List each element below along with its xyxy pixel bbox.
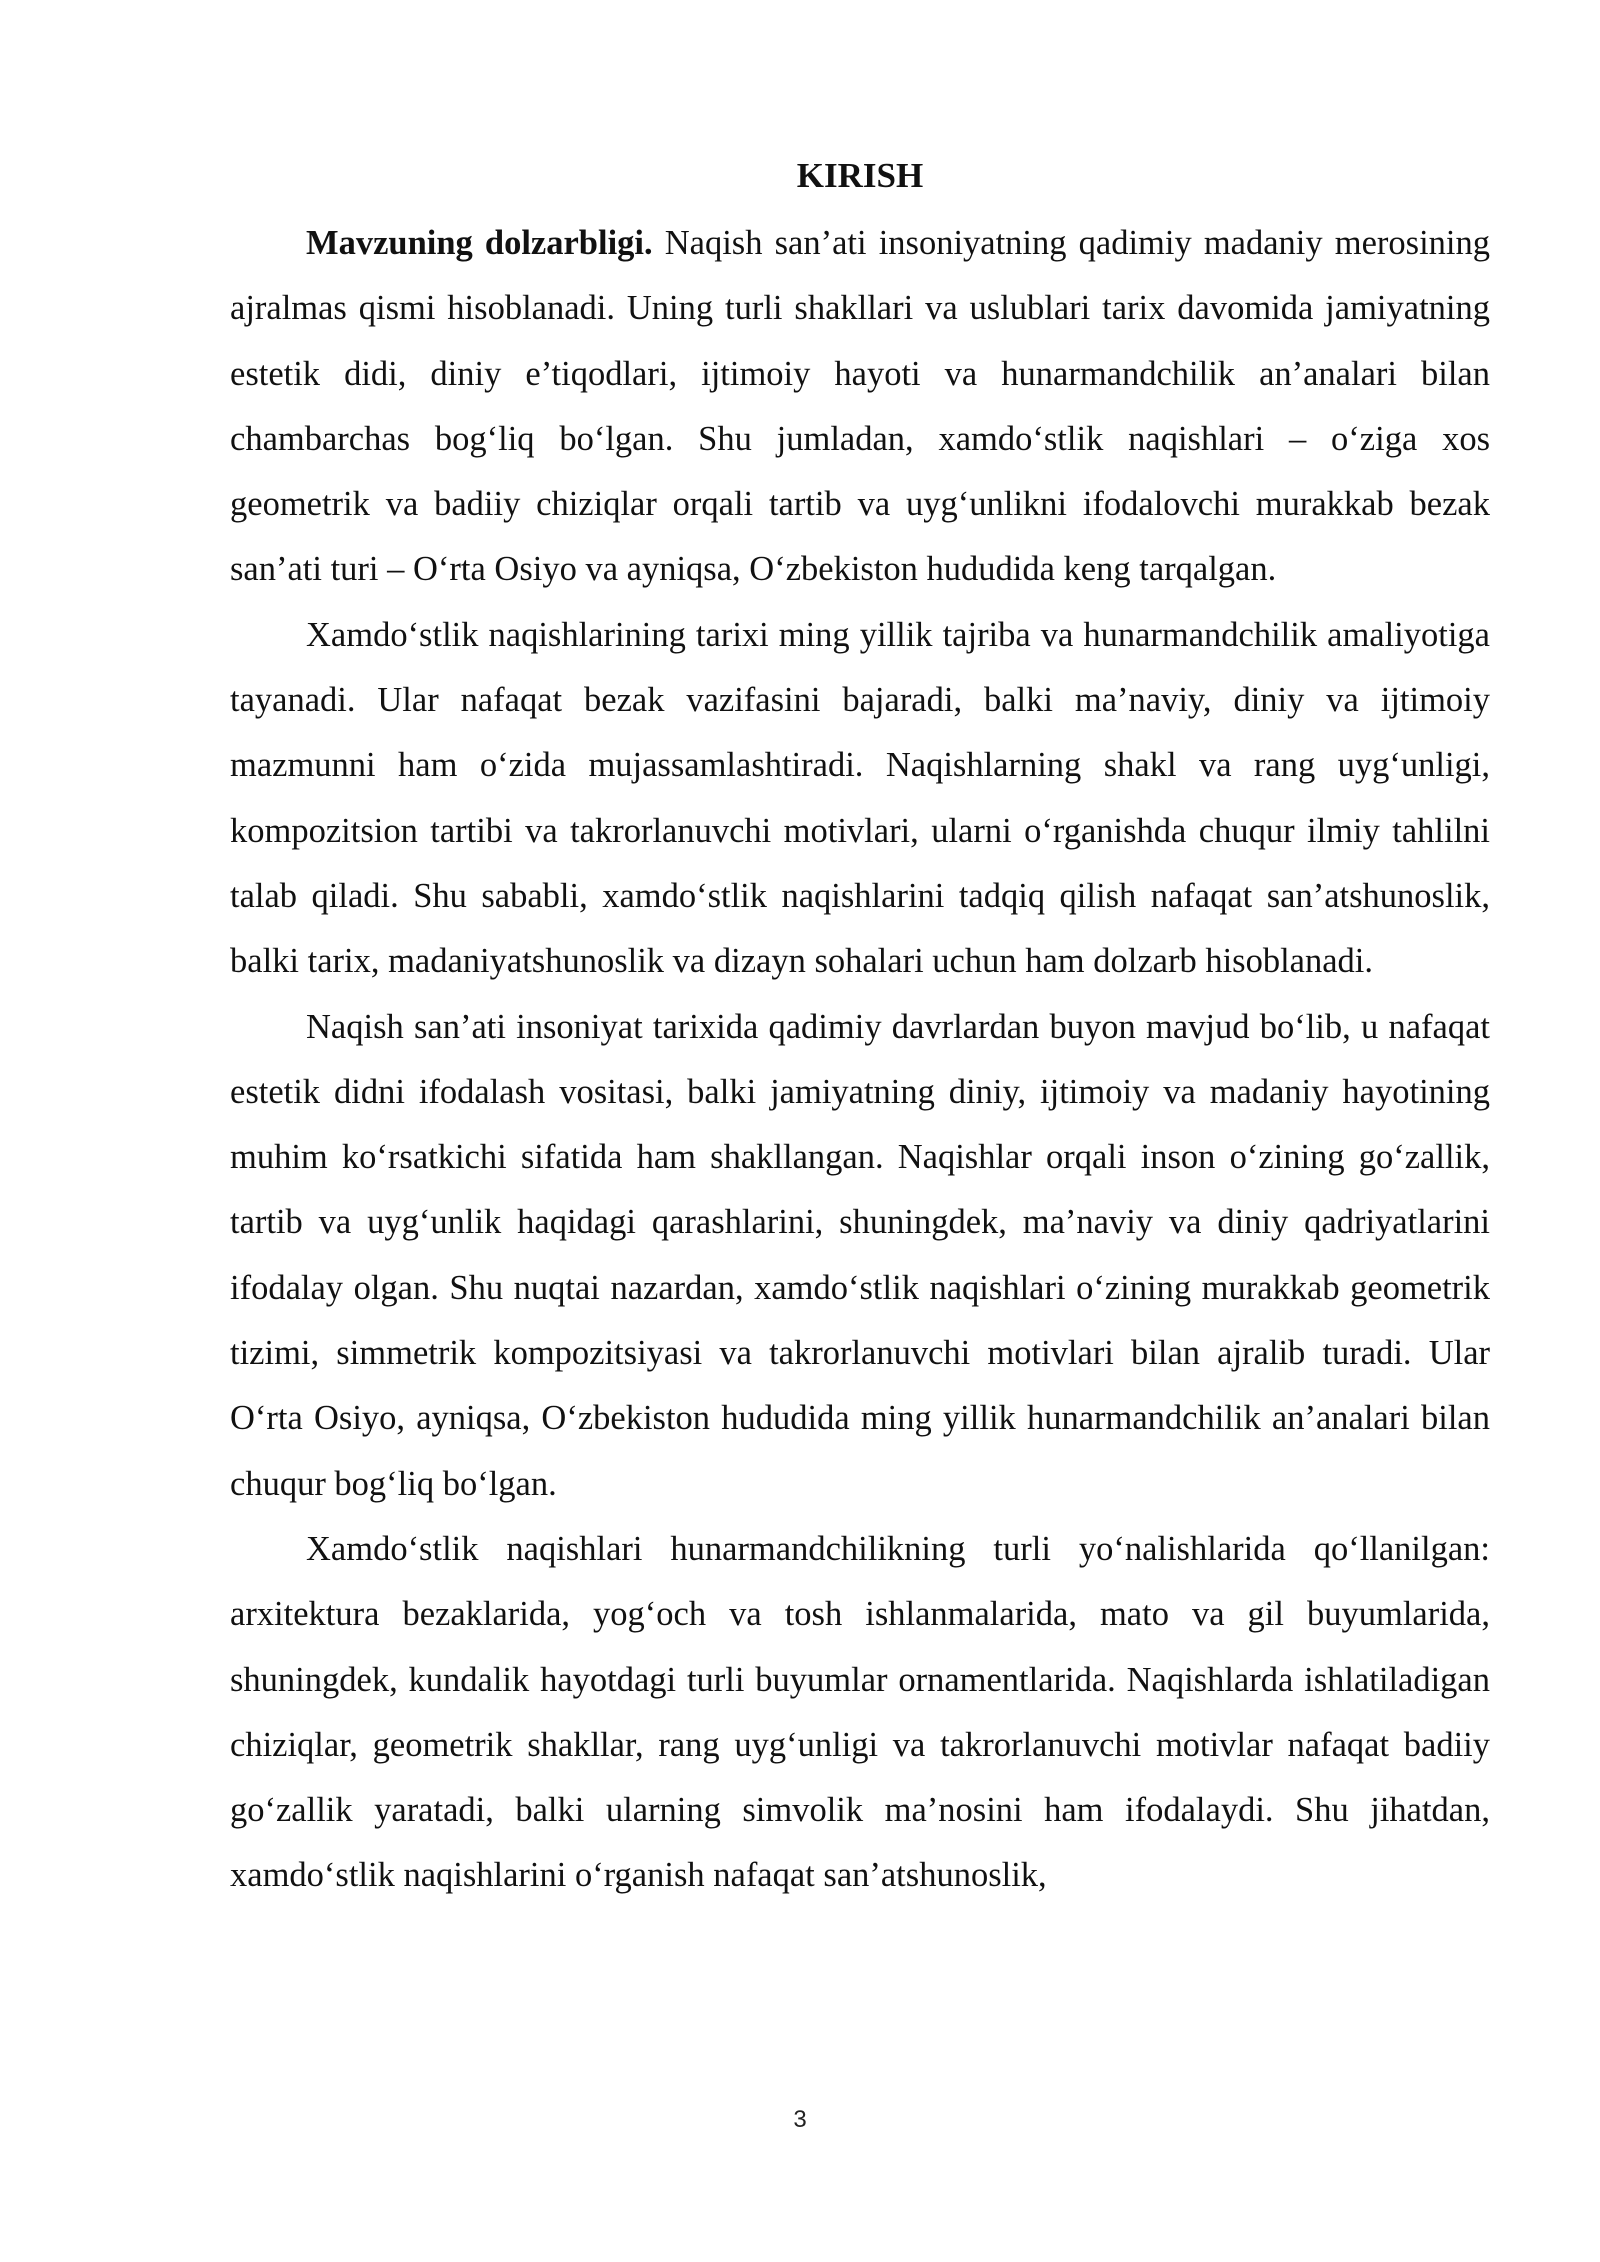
paragraph-applications: Xamdo‘stlik naqishlari hunarmandchilikning turli yo‘nalishlarida qo‘llanilgan: arxitektura bezaklarida, yog‘och va tosh ishlanmalarida, mato va gil buyumlarida, shuningdek, kundalik hayotdagi turli buyumlar ornamentlarida. Naqishlarda ishlatiladigan chiziqlar, geometrik shakllar, rang uyg‘unligi va takrorlanuvchi motivlar nafaqat badiiy go‘zallik yaratadi, balki ularning simvolik ma’nosini ham ifodalaydi. Shu jihatdan, xamdo‘stlik naqishlarini o‘rganish nafaqat san’atshunoslik, xyxy=(230,1529,1490,1895)
paragraph-lead: Mavzuning dolzarbligi. xyxy=(306,224,653,262)
page-number: 3 xyxy=(793,2106,807,2133)
section-heading: KIRISH xyxy=(796,156,924,195)
paragraph-text: Naqish san’ati insoniyatning qadimiy madaniy merosining ajralmas qismi hisoblanadi. Uning turli shakllari va uslublari tarix davomida jamiyatning estetik didi, diniy e’tiqodlari, ijtimoiy hayoti va hunarmandchilik an’analari bilan chambarchas bog‘liq bo‘lgan. Shu jumladan, xamdo‘stlik naqishlari – o‘ziga xos geometrik va badiiy chiziqlar orqali tartib va uyg‘unlikni ifodalovchi murakkab bezak san’ati turi – O‘rta Osiyo va ayniqsa, O‘zbekiston hududida keng tarqalgan. xyxy=(230,224,1490,589)
page-body xyxy=(230,146,1490,1909)
paragraph-relevance xyxy=(230,211,1490,603)
paragraph-ornament-art: Naqish san’ati insoniyat tarixida qadimiy davrlardan buyon mavjud bo‘lib, u nafaqat estetik didni ifodalash vositasi, balki jamiyatning diniy, ijtimoiy va madaniy hayotining muhim ko‘rsatkichi sifatida ham shakllangan. Naqishlar orqali inson o‘zining go‘zallik, tartib va uyg‘unlik haqidagi qarashlarini, shuningdek, ma’naviy va diniy qadriyatlarini ifodalay olgan. Shu nuqtai nazardan, xamdo‘stlik naqishlari o‘zining murakkab geometrik tizimi, simmetrik kompozitsiyasi va takrorlanuvchi motivlari bilan ajralib turadi. Ular O‘rta Osiyo, ayniqsa, O‘zbekiston hududida ming yillik hunarmandchilik an’analari bilan chuqur bog‘liq bo‘lgan. xyxy=(230,1007,1490,1503)
paragraph-history: Xamdo‘stlik naqishlarining tarixi ming yillik tajriba va hunarmandchilik amaliyotiga tayanadi. Ular nafaqat bezak vazifasini bajaradi, balki ma’naviy, diniy va ijtimoiy mazmunni ham o‘zida mujassamlashtiradi. Naqishlarning shakl va rang uyg‘unligi, kompozitsion tartibi va takrorlanuvchi motivlari, ularni o‘rganishda chuqur ilmiy tahlilni talab qiladi. Shu sababli, xamdo‘stlik naqishlarini tadqiq qilish nafaqat san’atshunoslik, balki tarix, madaniyatshunoslik va dizayn sohalari uchun ham dolzarb hisoblanadi. xyxy=(230,615,1490,981)
